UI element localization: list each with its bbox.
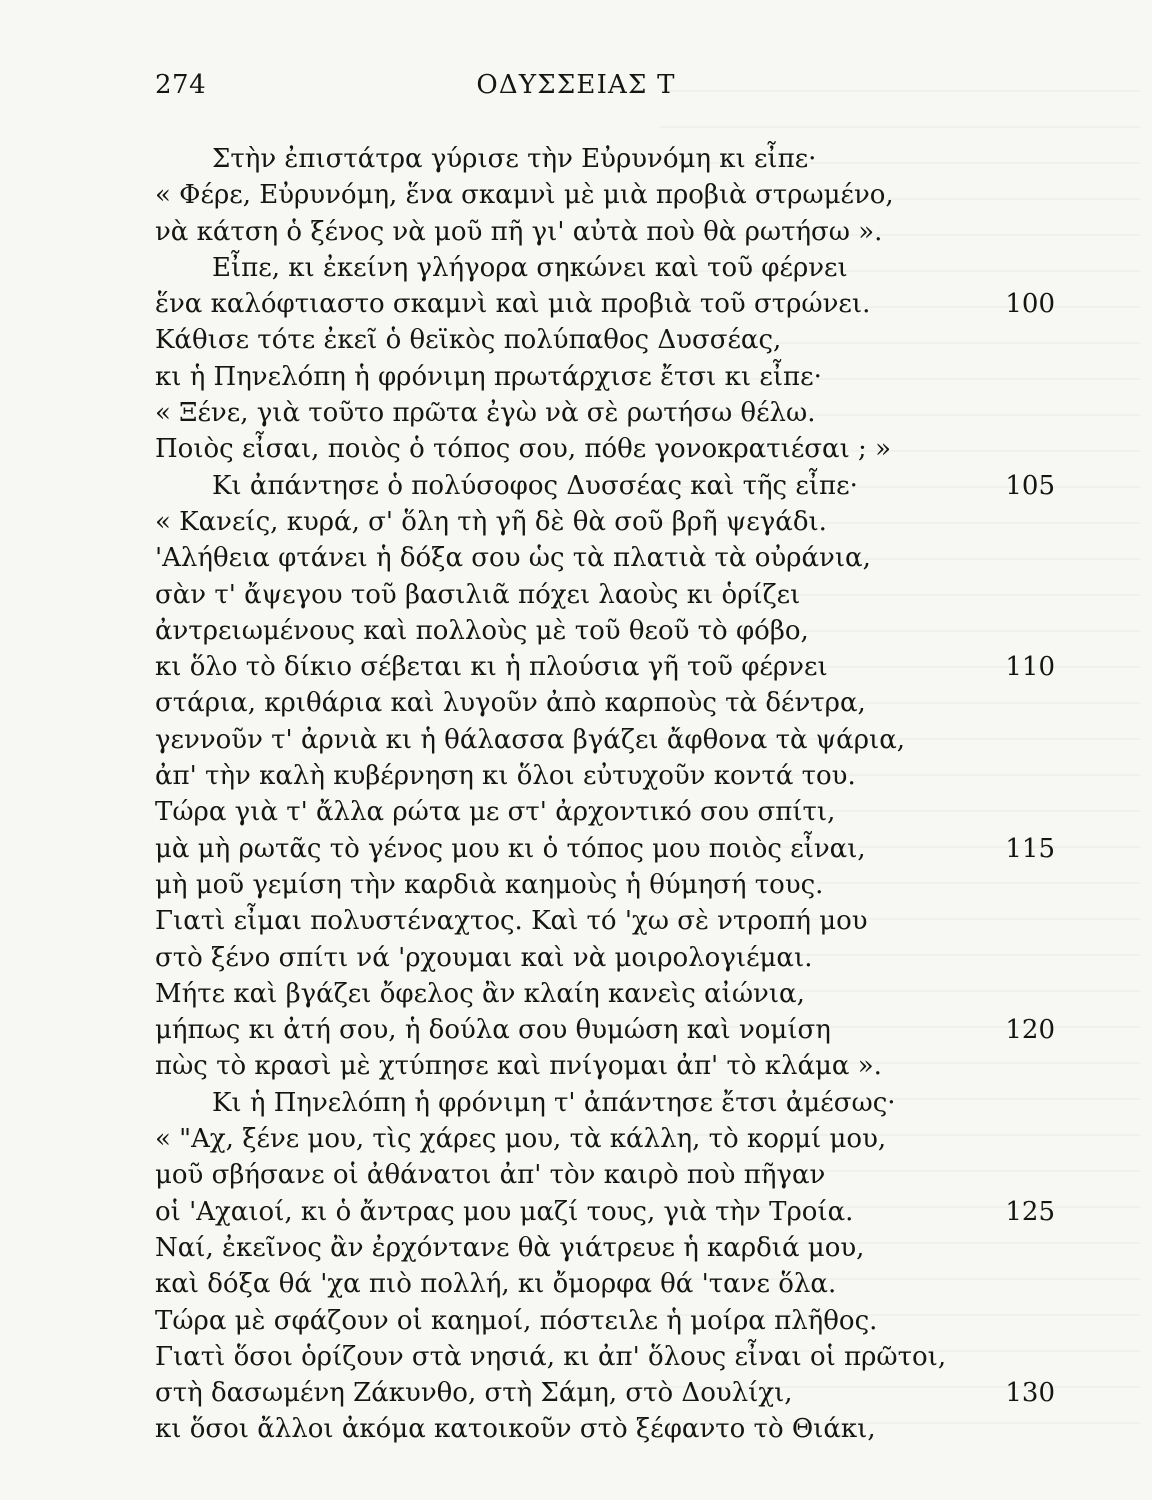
verse-text: καὶ δόξα θά 'χα πιὸ πολλή, κι ὄμορφα θά 'τανε ὅλα.	[155, 1269, 837, 1300]
line-number: 125	[1005, 1196, 1055, 1227]
verse-text: Κάθισε τότε ἐκεῖ ὁ θεϊκὸς πολύπαθος Δυσσέας,	[155, 325, 782, 356]
verse-text: στὸ ξένο σπίτι νά 'ρχουμαι καὶ νὰ μοιρολογιέμαι.	[155, 942, 813, 973]
verse-line	[155, 794, 1055, 830]
line-number: 100	[1005, 289, 1055, 320]
verse-line	[155, 1230, 1055, 1266]
verse-line	[155, 504, 1055, 540]
verse-line	[155, 1339, 1055, 1375]
verse-text: Τώρα μὲ σφάζουν οἱ καημοί, πόστειλε ἡ μοίρα πλῆθος.	[155, 1305, 878, 1336]
verse-line	[155, 685, 1055, 721]
verse-line	[155, 649, 1055, 685]
verse-line	[155, 359, 1055, 395]
verse-line	[155, 577, 1055, 613]
verse-line	[155, 1266, 1055, 1302]
verse-text: σὰν τ' ἄψεγου τοῦ βασιλιᾶ πόχει λαοὺς κι ὁρίζει	[155, 579, 801, 610]
verse-line	[155, 831, 1055, 867]
verse-text: Μήτε καὶ βγάζει ὄφελος ἂν κλαίη κανεὶς αἰώνια,	[155, 978, 805, 1009]
page-number: 274	[155, 70, 207, 100]
verse-line	[155, 903, 1055, 939]
verse-line	[155, 1411, 1055, 1447]
verse-text: μοῦ σβήσανε οἱ ἀθάνατοι ἀπ' τὸν καιρὸ ποὺ πῆγαν	[155, 1160, 826, 1191]
verse-text: « Ξένε, γιὰ τοῦτο πρῶτα ἐγὼ νὰ σὲ ρωτήσω θέλω.	[155, 398, 816, 429]
verse-line	[155, 250, 1055, 286]
verse-line	[155, 1303, 1055, 1339]
verse-line	[155, 540, 1055, 576]
verse-line	[155, 177, 1055, 213]
verse-text: Γιατὶ ὅσοι ὁρίζουν στὰ νησιά, κι ἀπ' ὅλους εἶναι οἱ πρῶτοι,	[155, 1341, 947, 1372]
verse-text: Κι ἡ Πηνελόπη ἡ φρόνιμη τ' ἀπάντησε ἔτσι ἀμέσως·	[212, 1087, 896, 1118]
verse-text: « Κανείς, κυρά, σ' ὅλη τὴ γῆ δὲ θὰ σοῦ βρῆ ψεγάδι.	[155, 506, 827, 537]
verse-line	[155, 867, 1055, 903]
line-number: 105	[1005, 470, 1055, 501]
verse-text: μὴ μοῦ γεμίση τὴν καρδιὰ καημοὺς ἡ θύμησή τους.	[155, 869, 824, 900]
verse-line	[155, 613, 1055, 649]
verse-text: μήπως κι ἀτή σου, ἡ δούλα σου θυμώση καὶ νομίση	[155, 1015, 831, 1046]
verse-text: στάρια, κριθάρια καὶ λυγοῦν ἀπὸ καρποὺς τὰ δέντρα,	[155, 688, 866, 719]
verse-text: 'Αλήθεια φτάνει ἡ δόξα σου ὡς τὰ πλατιὰ τὰ οὐράνια,	[155, 543, 871, 574]
verse-line	[155, 141, 1055, 177]
verse-text: Τώρα γιὰ τ' ἄλλα ρώτα με στ' ἀρχοντικό σου σπίτι,	[155, 797, 836, 828]
verse-line	[155, 1157, 1055, 1193]
verse-line	[155, 431, 1055, 467]
verse-line	[155, 940, 1055, 976]
verse-text: ἀντρειωμένους καὶ πολλοὺς μὲ τοῦ θεοῦ τὸ φόβο,	[155, 615, 809, 646]
verse-text: ἀπ' τὴν καλὴ κυβέρνηση κι ὅλοι εὐτυχοῦν κοντά του.	[155, 761, 856, 792]
verse-line	[155, 395, 1055, 431]
verse-text: Ποιὸς εἶσαι, ποιὸς ὁ τόπος σου, πόθε γονοκρατιέσαι ; »	[155, 434, 891, 465]
verse-text: πὼς τὸ κρασὶ μὲ χτύπησε καὶ πνίγομαι ἀπ' τὸ κλάμα ».	[155, 1051, 882, 1082]
verse-text: οἱ 'Αχαιοί, κι ὁ ἄντρας μου μαζί τους, γιὰ τὴν Τροία.	[155, 1196, 854, 1227]
verse-line	[155, 214, 1055, 250]
verse-text: κι ὅσοι ἄλλοι ἀκόμα κατοικοῦν στὸ ξέφαντο τὸ Θιάκι,	[155, 1414, 876, 1445]
verse-text: Εἶπε, κι ἐκείνη γλήγορα σηκώνει καὶ τοῦ φέρνει	[212, 252, 848, 283]
verse-line	[155, 468, 1055, 504]
verse-line	[155, 1194, 1055, 1230]
verse-line	[155, 322, 1055, 358]
verse-line	[155, 722, 1055, 758]
line-number: 120	[1005, 1015, 1055, 1046]
running-title: ΟΔΥΣΣΕΙΑΣ Τ	[476, 70, 676, 100]
verse-line	[155, 1375, 1055, 1411]
line-number: 110	[1005, 652, 1055, 683]
verse-text: « "Αχ, ξένε μου, τὶς χάρες μου, τὰ κάλλη, τὸ κορμί μου,	[155, 1124, 887, 1155]
verse-text: κι ὅλο τὸ δίκιο σέβεται κι ἡ πλούσια γῆ τοῦ φέρνει	[155, 652, 828, 683]
verse-text: Κι ἀπάντησε ὁ πολύσοφος Δυσσέας καὶ τῆς εἶπε·	[212, 470, 858, 501]
verse-text: Στὴν ἐπιστάτρα γύρισε τὴν Εὐρυνόμη κι εἶπε·	[212, 144, 817, 174]
page-header	[0, 70, 1152, 110]
verse-text: Ναί, ἐκεῖνος ἂν ἐρχόντανε θὰ γιάτρευε ἡ καρδιά μου,	[155, 1232, 865, 1263]
verse-text: Γιατὶ εἶμαι πολυστέναχτος. Καὶ τό 'χω σὲ ντροπή μου	[155, 906, 868, 937]
verse-line	[155, 976, 1055, 1012]
verse-line	[155, 1012, 1055, 1048]
verse-text: κι ἡ Πηνελόπη ἡ φρόνιμη πρωτάρχισε ἔτσι κι εἶπε·	[155, 361, 822, 392]
line-number: 130	[1005, 1378, 1055, 1409]
verse-text: ἕνα καλόφτιαστο σκαμνὶ καὶ μιὰ προβιὰ τοῦ στρώνει.	[155, 289, 871, 320]
line-number: 115	[1005, 833, 1055, 864]
verse-line	[155, 286, 1055, 322]
verse-line	[155, 758, 1055, 794]
verse-line	[155, 1085, 1055, 1121]
verse-text: νὰ κάτση ὁ ξένος νὰ μοῦ πῆ γι' αὐτὰ ποὺ θὰ ρωτήσω ».	[155, 216, 883, 247]
verse-text: στὴ δασωμένη Ζάκυνθο, στὴ Σάμη, στὸ Δουλίχι,	[155, 1378, 793, 1409]
verse-line	[155, 1121, 1055, 1157]
verse-text: μὰ μὴ ρωτᾶς τὸ γένος μου κι ὁ τόπος μου ποιὸς εἶναι,	[155, 833, 866, 864]
verse-text: « Φέρε, Εὐρυνόμη, ἕνα σκαμνὶ μὲ μιὰ προβιὰ στρωμένο,	[155, 180, 894, 211]
verse-text: γεννοῦν τ' ἀρνιὰ κι ἡ θάλασσα βγάζει ἄφθονα τὰ ψάρια,	[155, 724, 906, 755]
poem-body	[155, 141, 1055, 1448]
verse-line	[155, 1048, 1055, 1084]
